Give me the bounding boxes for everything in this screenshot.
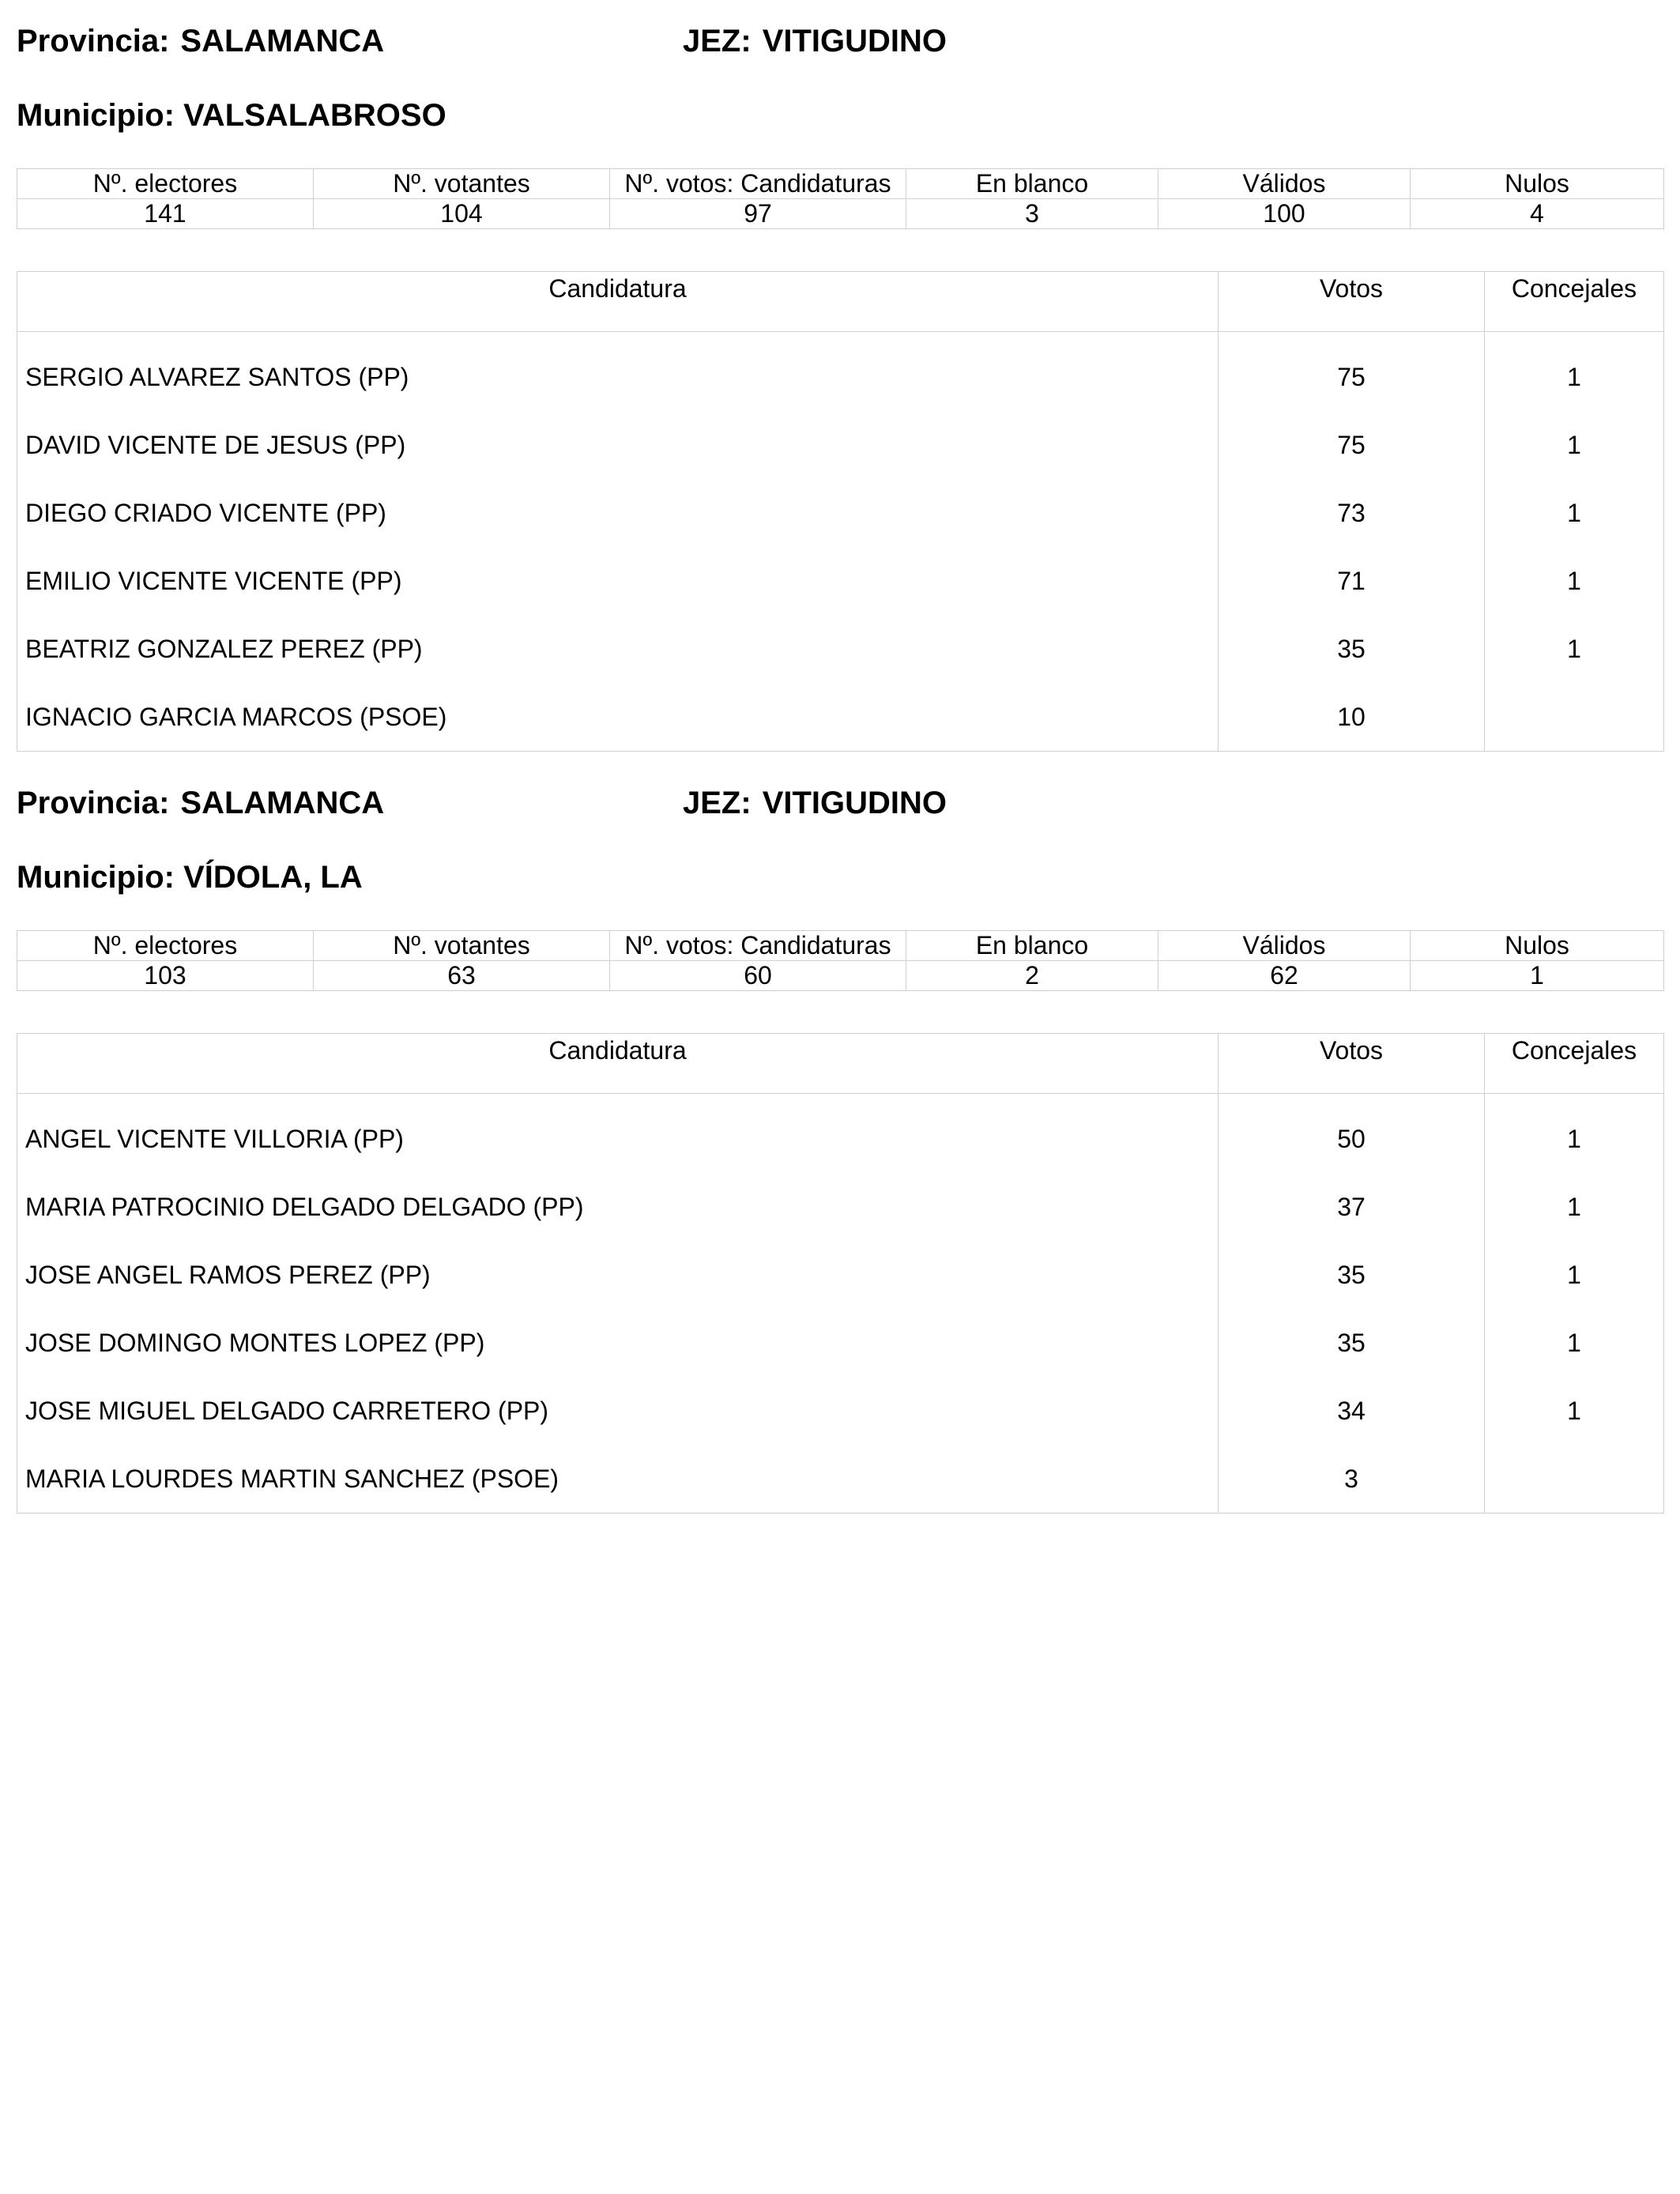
table-row bbox=[17, 1309, 1664, 1377]
summary-value: 97 bbox=[610, 199, 906, 229]
table-row bbox=[17, 1094, 1664, 1174]
summary-header: Nº. votos: Candidaturas bbox=[610, 169, 906, 199]
candidate-concejales: 1 bbox=[1485, 411, 1664, 479]
municipio-heading bbox=[17, 858, 363, 896]
municipio-label: Municipio: bbox=[17, 860, 175, 895]
candidates-table bbox=[17, 1033, 1664, 1514]
municipio-block bbox=[17, 22, 1663, 749]
candidate-concejales: 1 bbox=[1485, 479, 1664, 547]
summary-header: En blanco bbox=[906, 931, 1158, 961]
candidate-concejales: 1 bbox=[1485, 615, 1664, 683]
candidate-concejales bbox=[1485, 1445, 1664, 1514]
candidate-name: DIEGO CRIADO VICENTE (PP) bbox=[17, 479, 1219, 547]
summary-value: 103 bbox=[17, 961, 314, 991]
summary-header: Válidos bbox=[1158, 169, 1411, 199]
candidate-votes: 3 bbox=[1219, 1445, 1485, 1514]
summary-table bbox=[17, 930, 1664, 991]
candidates-table bbox=[17, 271, 1664, 752]
summary-value: 60 bbox=[610, 961, 906, 991]
candidate-name: IGNACIO GARCIA MARCOS (PSOE) bbox=[17, 683, 1219, 752]
candidates-header-row bbox=[17, 1034, 1664, 1094]
candidate-votes: 71 bbox=[1219, 547, 1485, 615]
summary-header: Nº. votantes bbox=[314, 931, 610, 961]
summary-value: 62 bbox=[1158, 961, 1411, 991]
candidate-name: JOSE ANGEL RAMOS PEREZ (PP) bbox=[17, 1241, 1219, 1309]
candidate-votes: 35 bbox=[1219, 1241, 1485, 1309]
table-row bbox=[17, 1173, 1664, 1241]
table-row bbox=[17, 683, 1664, 752]
summary-value-row bbox=[17, 961, 1664, 991]
candidate-name: JOSE DOMINGO MONTES LOPEZ (PP) bbox=[17, 1309, 1219, 1377]
candidate-name: SERGIO ALVAREZ SANTOS (PP) bbox=[17, 332, 1219, 412]
candidatura-header: Candidatura bbox=[17, 272, 1219, 332]
provincia-heading bbox=[17, 784, 384, 822]
concejales-header: Concejales bbox=[1485, 1034, 1664, 1094]
summary-header: Nº. votos: Candidaturas bbox=[610, 931, 906, 961]
candidate-votes: 75 bbox=[1219, 411, 1485, 479]
table-row bbox=[17, 1241, 1664, 1309]
summary-value: 2 bbox=[906, 961, 1158, 991]
summary-value: 3 bbox=[906, 199, 1158, 229]
summary-header-row bbox=[17, 931, 1664, 961]
summary-header: En blanco bbox=[906, 169, 1158, 199]
summary-header: Nº. electores bbox=[17, 169, 314, 199]
candidate-concejales: 1 bbox=[1485, 1377, 1664, 1445]
jez-value: VITIGUDINO bbox=[762, 24, 947, 58]
candidate-votes: 73 bbox=[1219, 479, 1485, 547]
candidatura-header: Candidatura bbox=[17, 1034, 1219, 1094]
candidate-name: JOSE MIGUEL DELGADO CARRETERO (PP) bbox=[17, 1377, 1219, 1445]
table-row bbox=[17, 1377, 1664, 1445]
candidate-concejales: 1 bbox=[1485, 1094, 1664, 1174]
votos-header: Votos bbox=[1219, 272, 1485, 332]
candidate-concejales: 1 bbox=[1485, 547, 1664, 615]
summary-header: Nº. electores bbox=[17, 931, 314, 961]
summary-header-row bbox=[17, 169, 1664, 199]
candidate-concejales: 1 bbox=[1485, 332, 1664, 412]
candidate-name: ANGEL VICENTE VILLORIA (PP) bbox=[17, 1094, 1219, 1174]
provincia-value: SALAMANCA bbox=[180, 24, 385, 58]
candidate-concejales: 1 bbox=[1485, 1173, 1664, 1241]
summary-header: Nulos bbox=[1411, 169, 1664, 199]
candidate-concejales bbox=[1485, 683, 1664, 752]
municipio-label: Municipio: bbox=[17, 98, 175, 133]
summary-value: 141 bbox=[17, 199, 314, 229]
provincia-label: Provincia: bbox=[17, 24, 170, 58]
candidate-concejales: 1 bbox=[1485, 1241, 1664, 1309]
summary-value-row bbox=[17, 199, 1664, 229]
municipio-block bbox=[17, 784, 1663, 1511]
candidate-name: BEATRIZ GONZALEZ PEREZ (PP) bbox=[17, 615, 1219, 683]
candidate-votes: 10 bbox=[1219, 683, 1485, 752]
jez-heading bbox=[683, 784, 947, 822]
concejales-header: Concejales bbox=[1485, 272, 1664, 332]
table-row bbox=[17, 547, 1664, 615]
summary-header: Nº. votantes bbox=[314, 169, 610, 199]
candidate-name: MARIA LOURDES MARTIN SANCHEZ (PSOE) bbox=[17, 1445, 1219, 1514]
candidate-concejales: 1 bbox=[1485, 1309, 1664, 1377]
summary-value: 100 bbox=[1158, 199, 1411, 229]
votos-header: Votos bbox=[1219, 1034, 1485, 1094]
provincia-value: SALAMANCA bbox=[180, 786, 385, 820]
jez-heading bbox=[683, 22, 947, 60]
summary-value: 63 bbox=[314, 961, 610, 991]
candidates-header-row bbox=[17, 272, 1664, 332]
jez-label: JEZ: bbox=[683, 24, 751, 58]
municipio-value: VALSALABROSO bbox=[183, 98, 446, 133]
candidate-votes: 34 bbox=[1219, 1377, 1485, 1445]
candidate-name: DAVID VICENTE DE JESUS (PP) bbox=[17, 411, 1219, 479]
summary-value: 104 bbox=[314, 199, 610, 229]
summary-value: 4 bbox=[1411, 199, 1664, 229]
provincia-heading bbox=[17, 22, 384, 60]
provincia-label: Provincia: bbox=[17, 786, 170, 820]
candidate-name: MARIA PATROCINIO DELGADO DELGADO (PP) bbox=[17, 1173, 1219, 1241]
table-row bbox=[17, 332, 1664, 412]
summary-header: Nulos bbox=[1411, 931, 1664, 961]
table-row bbox=[17, 615, 1664, 683]
municipio-heading bbox=[17, 96, 446, 134]
jez-label: JEZ: bbox=[683, 786, 751, 820]
jez-value: VITIGUDINO bbox=[762, 786, 947, 820]
table-row bbox=[17, 411, 1664, 479]
candidate-votes: 35 bbox=[1219, 615, 1485, 683]
candidate-votes: 75 bbox=[1219, 332, 1485, 412]
summary-table bbox=[17, 168, 1664, 229]
candidate-votes: 37 bbox=[1219, 1173, 1485, 1241]
table-row bbox=[17, 1445, 1664, 1514]
municipio-value: VÍDOLA, LA bbox=[183, 860, 363, 895]
candidate-name: EMILIO VICENTE VICENTE (PP) bbox=[17, 547, 1219, 615]
candidate-votes: 50 bbox=[1219, 1094, 1485, 1174]
table-row bbox=[17, 479, 1664, 547]
candidate-votes: 35 bbox=[1219, 1309, 1485, 1377]
summary-value: 1 bbox=[1411, 961, 1664, 991]
summary-header: Válidos bbox=[1158, 931, 1411, 961]
